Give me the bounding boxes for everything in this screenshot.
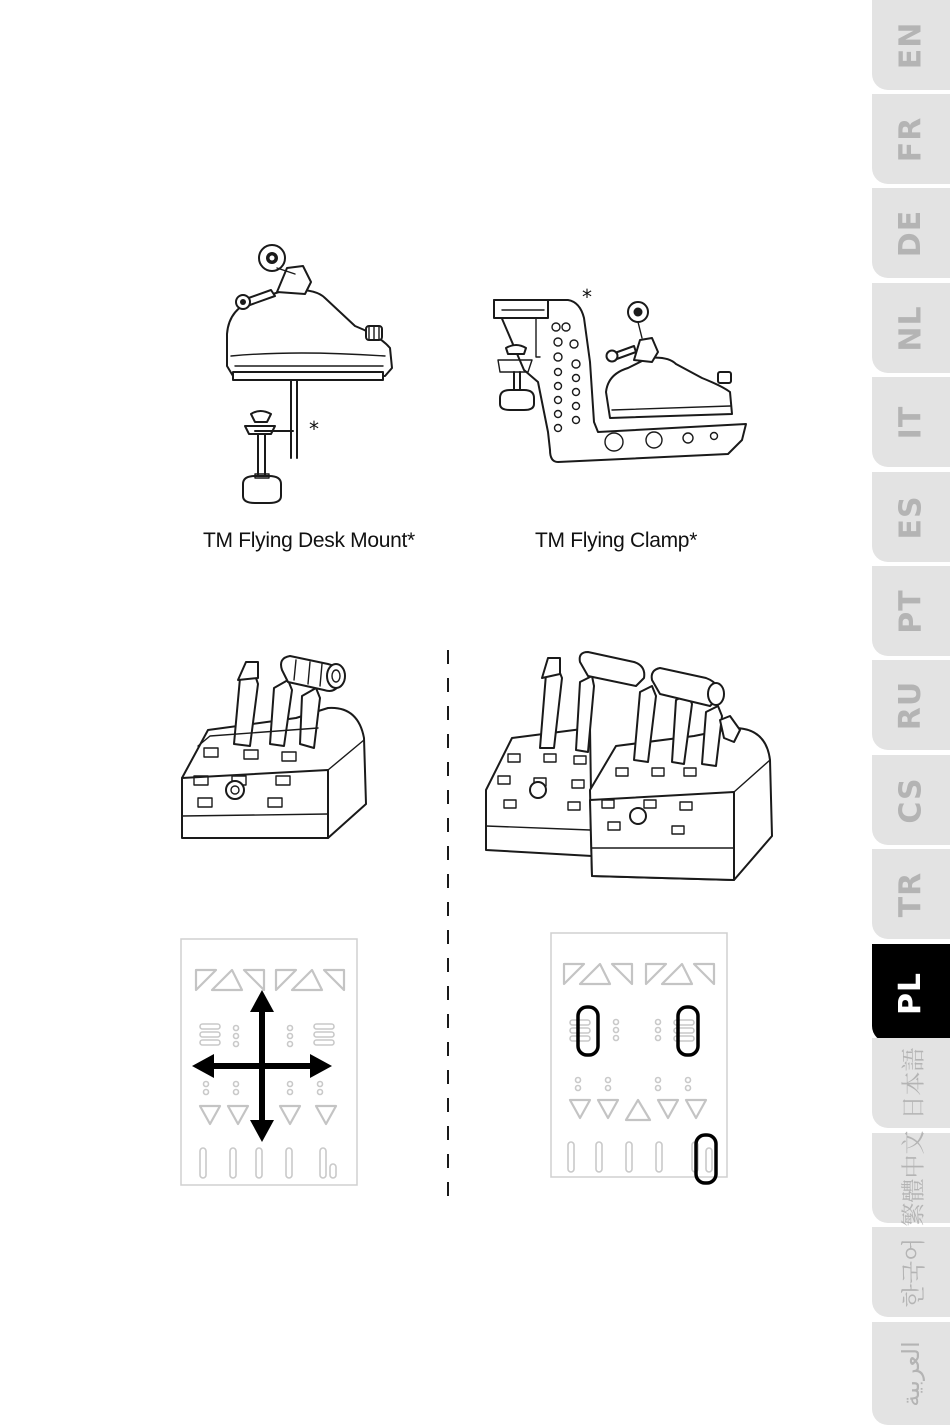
language-tab-8[interactable] [872,755,950,845]
language-tab-label: PL [893,971,929,1015]
language-tab-label: 日本語 [899,1047,928,1119]
language-tab-7[interactable] [872,660,950,750]
language-tab-label: IT [893,405,929,439]
language-tab-label: NL [893,304,929,352]
dual-throttle-quadrant-illustration [484,650,774,882]
language-tab-label: DE [893,209,929,257]
language-tab-13[interactable] [872,1227,950,1317]
dual-panel-layout-diagram [550,932,730,1187]
language-tab-label: PT [893,588,929,634]
language-tab-label: ES [893,494,929,540]
language-tab-10[interactable] [872,944,950,1042]
language-tab-3[interactable] [872,283,950,373]
language-tab-9[interactable] [872,849,950,939]
language-tab-label: EN [893,21,929,69]
language-tab-label: FR [893,116,929,162]
desk-mount-illustration [215,238,405,513]
language-tab-label: CS [893,776,929,824]
language-tab-label: 한국어 [899,1237,928,1307]
language-tab-label: RU [893,680,929,730]
dashed-divider [444,650,452,1210]
language-tab-2[interactable] [872,188,950,278]
language-tab-label: TR [893,871,929,917]
language-tab-bar [872,0,950,1425]
language-tab-6[interactable] [872,566,950,656]
language-tab-label: 繁體中文 [899,1130,928,1226]
language-tab-label: العربية [897,1340,925,1407]
language-tab-5[interactable] [872,472,950,562]
single-panel-layout-diagram [180,938,358,1186]
desk-mount-asterisk: * [309,417,319,441]
language-tab-14[interactable] [872,1322,950,1425]
desk-mount-caption: TM Flying Desk Mount* [203,529,415,552]
language-tab-12[interactable] [872,1130,950,1226]
language-tab-0[interactable] [872,0,950,90]
language-tab-4[interactable] [872,377,950,467]
language-tab-11[interactable] [872,1038,950,1128]
language-tab-1[interactable] [872,94,950,184]
clamp-asterisk: * [582,285,592,309]
single-throttle-quadrant-illustration [178,648,373,843]
clamp-illustration [488,282,753,472]
clamp-caption: TM Flying Clamp* [535,529,698,552]
